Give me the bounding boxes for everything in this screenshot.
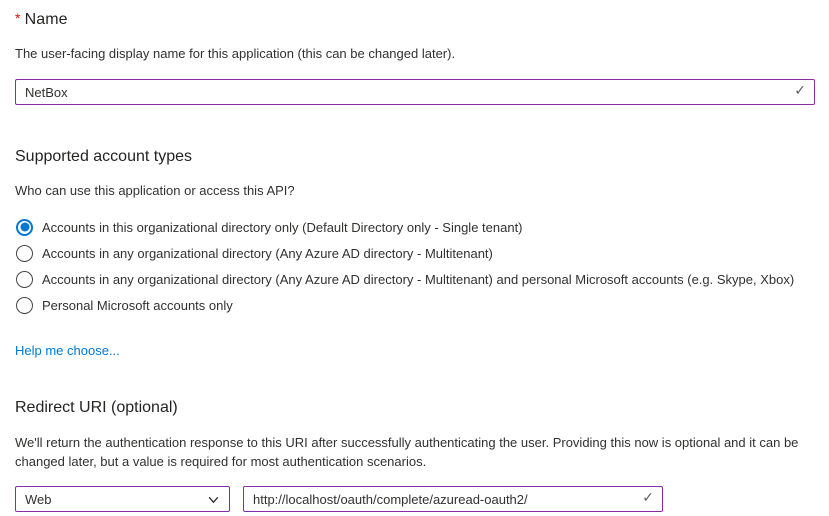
section-title-redirect-uri: Redirect URI (optional) [15, 399, 178, 416]
radio-unselected-icon[interactable] [16, 245, 33, 262]
supported-account-types-section [15, 148, 814, 360]
radio-option-label: Personal Microsoft accounts only [42, 297, 233, 313]
name-label: Name [24, 11, 68, 28]
valid-checkmark-icon: ✓ [642, 489, 654, 506]
radio-unselected-icon[interactable] [16, 297, 33, 314]
name-description: The user-facing display name for this application (this can be changed later). [15, 46, 456, 61]
radio-option-single-tenant[interactable] [15, 214, 814, 240]
chevron-down-icon [207, 493, 220, 506]
radio-option-personal-only[interactable] [15, 292, 814, 318]
name-input-container [15, 79, 815, 105]
radio-option-label: Accounts in any organizational directory (Any Azure AD directory - Multitenant) [42, 245, 493, 261]
redirect-uri-description: We'll return the authentication response to this URI after successfully authenticating the user. Providing this now is optional and it can be changed later, but a value is required for most authentication scenarios. [15, 435, 799, 469]
redirect-uri-section [15, 399, 814, 512]
radio-option-multitenant[interactable] [15, 240, 814, 266]
radio-unselected-icon[interactable] [16, 271, 33, 288]
redirect-uri-input[interactable] [244, 487, 662, 511]
name-input[interactable] [16, 80, 814, 104]
radio-option-multitenant-personal[interactable] [15, 266, 814, 292]
platform-select[interactable] [15, 486, 230, 512]
redirect-uri-row [15, 486, 814, 512]
platform-select-value: Web [25, 491, 52, 507]
account-types-question: Who can use this application or access this API? [15, 183, 295, 198]
redirect-uri-input-container [243, 486, 663, 512]
account-types-radio-group [15, 214, 814, 318]
section-title-supported-account-types: Supported account types [15, 148, 193, 165]
radio-option-label: Accounts in any organizational directory (Any Azure AD directory - Multitenant) and personal Microsoft accounts (e.g. Skype, Xbox) [42, 271, 795, 287]
required-marker: * [15, 10, 21, 26]
radio-selected-icon[interactable] [16, 219, 33, 236]
name-section [15, 10, 814, 105]
valid-checkmark-icon: ✓ [794, 82, 806, 99]
name-field-label [15, 10, 814, 29]
radio-option-label: Accounts in this organizational directory only (Default Directory only - Single tenant) [42, 219, 523, 235]
help-me-choose-link[interactable]: Help me choose... [15, 343, 120, 358]
